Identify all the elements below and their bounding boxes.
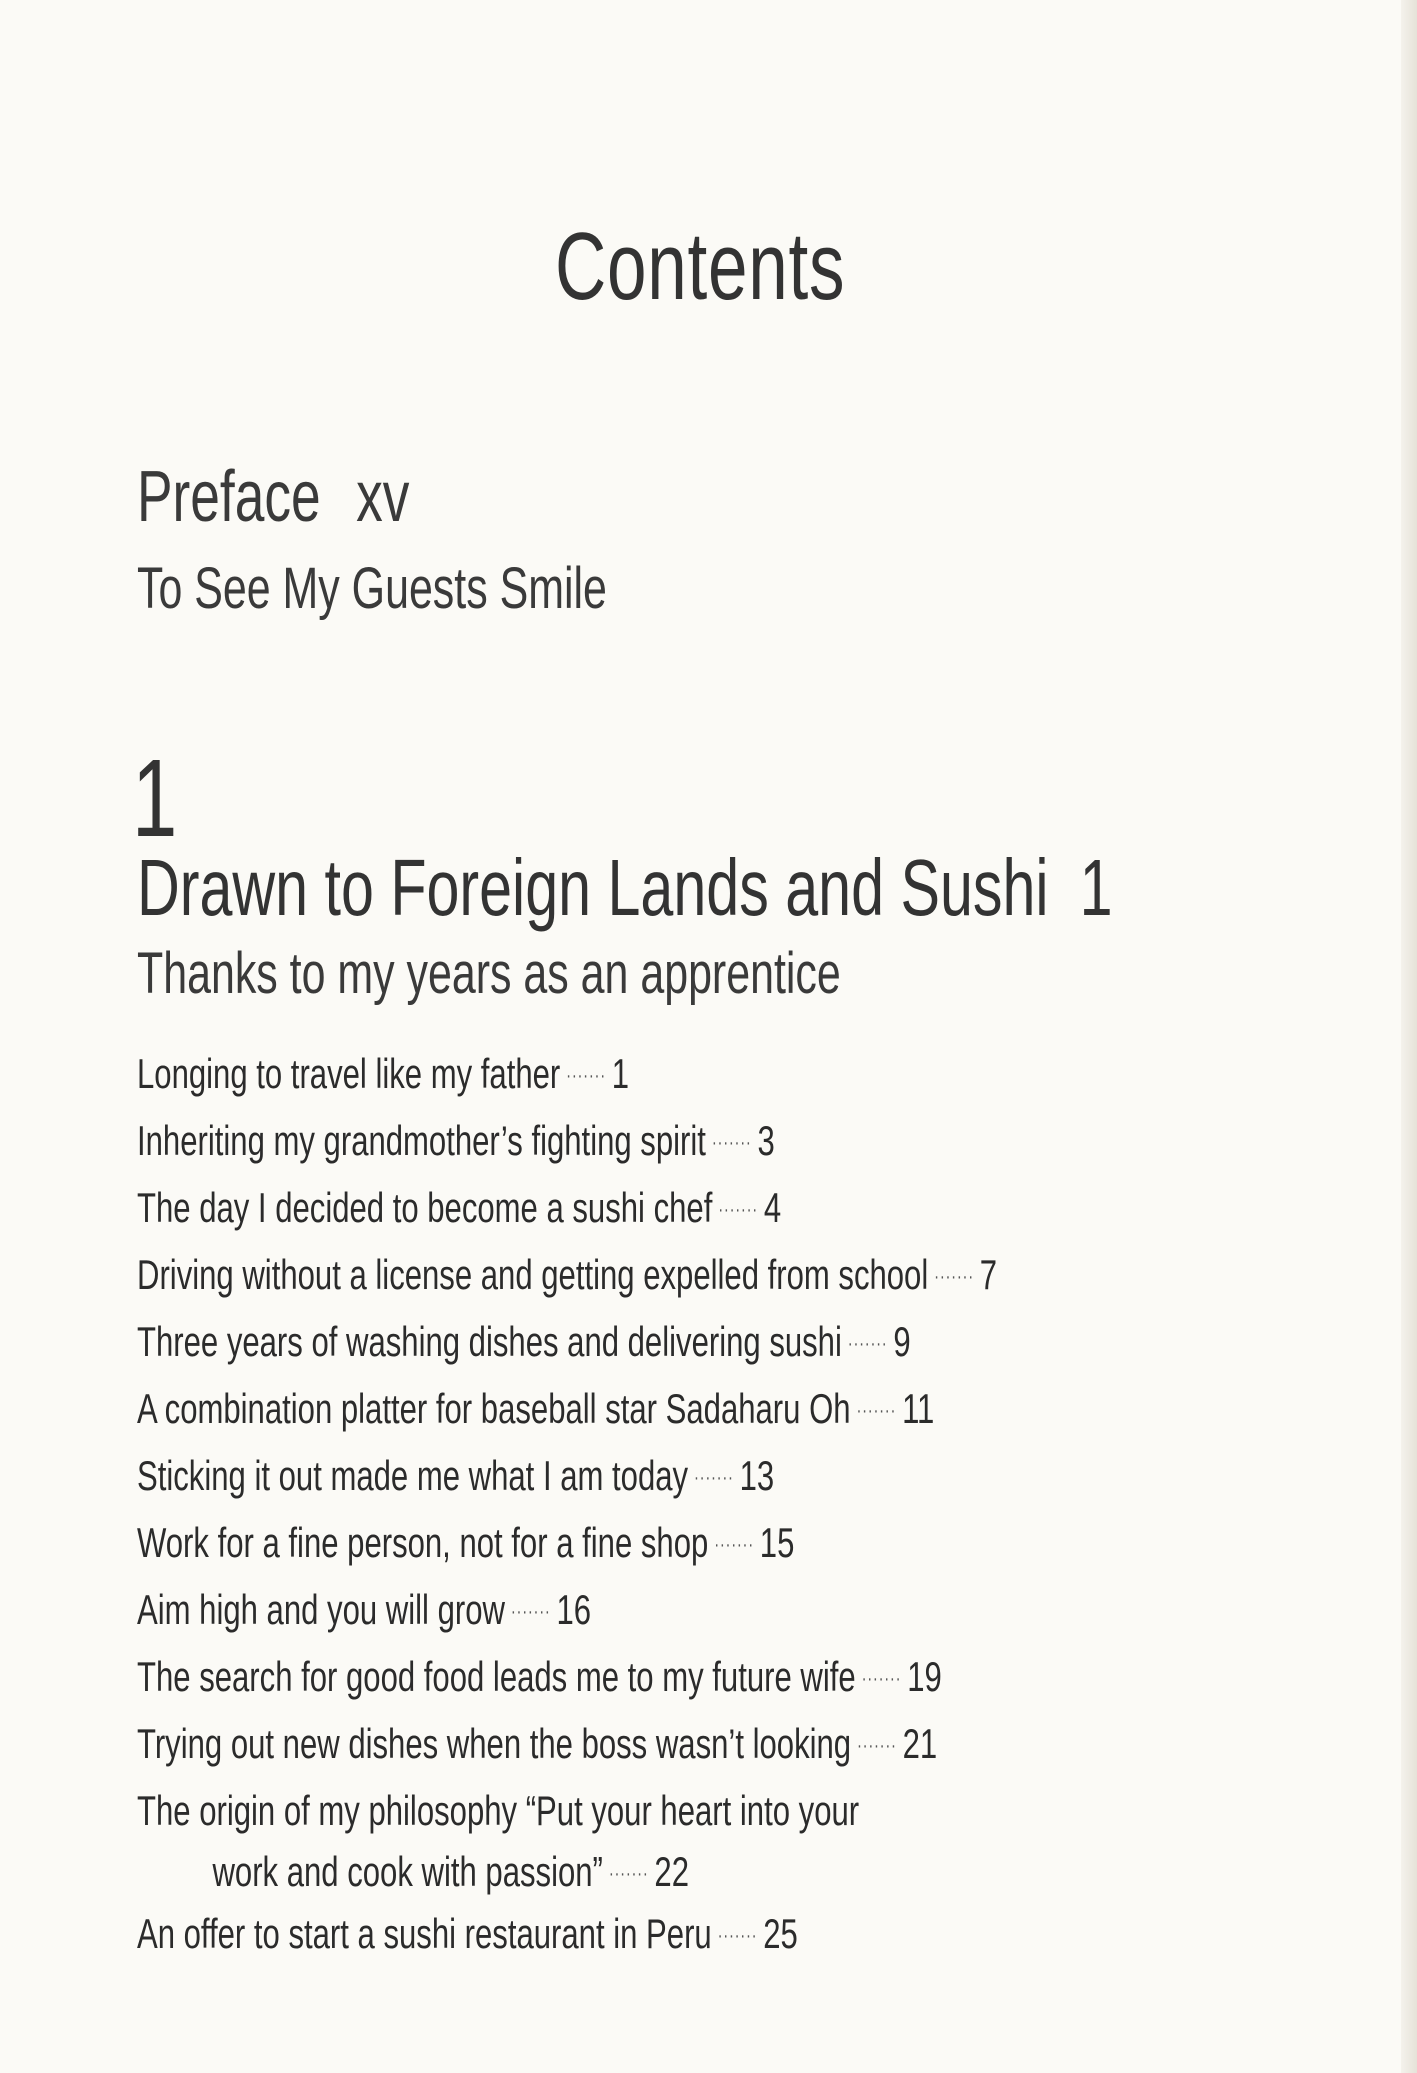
toc-entry-title: Sticking it out made me what I am today (137, 1452, 689, 1499)
toc-entry-title: The search for good food leads me to my future wife (137, 1653, 856, 1700)
toc-entry-page: 1 (611, 1050, 630, 1097)
toc-entry (137, 1643, 1337, 1710)
toc-entry (137, 1509, 1337, 1576)
dot-leader: ······· (566, 1065, 606, 1087)
toc-entry-title: Three years of washing dishes and delivering sushi (137, 1318, 842, 1365)
page-title-text: Contents (555, 213, 846, 320)
toc-entry-title: A combination platter for baseball star Sadaharu Oh (137, 1385, 851, 1432)
preface-subtitle-text: To See My Guests Smile (137, 556, 607, 621)
page-title (0, 212, 1401, 322)
chapter-number-text: 1 (132, 737, 178, 860)
toc-entry (137, 1040, 1337, 1107)
toc-entry-title: An offer to start a sushi restaurant in Peru (137, 1910, 712, 1957)
toc-entry (137, 1777, 1337, 1900)
toc-entry-page: 16 (556, 1586, 592, 1633)
chapter-title-text: Drawn to Foreign Lands and Sushi (137, 843, 1049, 932)
dot-leader: ······· (934, 1266, 974, 1288)
toc-entry-title: Trying out new dishes when the boss wasn’t looking (137, 1720, 852, 1767)
toc-entry (137, 1576, 1337, 1643)
toc-entry-page: 13 (739, 1452, 775, 1499)
toc-entry-page: 25 (763, 1910, 798, 1957)
toc-entry-title: Driving without a license and getting expelled from school (137, 1251, 929, 1298)
dot-leader: ······· (718, 1199, 758, 1221)
toc-entry-page: 3 (757, 1117, 775, 1164)
preface-heading (137, 456, 505, 538)
toc-entry-title: Inheriting my grandmother’s fighting spirit (137, 1117, 706, 1164)
toc-entry (137, 1241, 1337, 1308)
page-edge (1401, 0, 1417, 2073)
toc-entry (137, 1174, 1337, 1241)
dot-leader: ······· (856, 1400, 897, 1422)
toc-entry-page: 4 (763, 1184, 782, 1231)
toc-entry-title: The origin of my philosophy “Put your heart into your (137, 1787, 860, 1834)
toc-entries (137, 1040, 1337, 1967)
toc-entry-page: 15 (759, 1519, 795, 1566)
dot-leader: ······· (714, 1534, 754, 1556)
toc-entry (137, 1900, 1337, 1967)
toc-entry-title: The day I decided to become a sushi chef (137, 1184, 713, 1231)
toc-entry-page: 9 (893, 1318, 911, 1365)
toc-entry (137, 1308, 1337, 1375)
toc-entry-page: 22 (654, 1848, 689, 1895)
dot-leader: ······· (717, 1925, 758, 1947)
toc-entry-page: 7 (979, 1251, 998, 1298)
dot-leader: ······· (861, 1668, 902, 1690)
preface-page: xv (356, 457, 410, 537)
chapter-subtitle (137, 940, 1088, 1007)
toc-entry-page: 19 (907, 1653, 942, 1700)
dot-leader: ······· (510, 1601, 551, 1623)
dot-leader: ······· (693, 1467, 734, 1489)
toc-entry (137, 1107, 1337, 1174)
dot-leader: ······· (608, 1863, 649, 1885)
toc-entry (137, 1442, 1337, 1509)
toc-entry (137, 1710, 1337, 1777)
dot-leader: ······· (711, 1132, 752, 1154)
toc-entry-title: Longing to travel like my father (137, 1050, 561, 1097)
dot-leader: ······· (857, 1735, 897, 1757)
chapter-title (137, 842, 1417, 934)
chapter-subtitle-text: Thanks to my years as an apprentice (137, 941, 841, 1006)
chapter-page: 1 (1079, 843, 1113, 932)
toc-entry-title: Aim high and you will grow (137, 1586, 505, 1633)
toc-entry-title-continued: work and cook with passion” (212, 1848, 603, 1895)
preface-subtitle (137, 555, 772, 622)
toc-entry-title: Work for a fine person, not for a fine shop (137, 1519, 709, 1566)
preface-label: Preface (137, 457, 321, 537)
dot-leader: ······· (847, 1333, 888, 1355)
toc-entry (137, 1375, 1337, 1442)
toc-entry-page: 21 (902, 1720, 938, 1767)
toc-entry-page: 11 (902, 1385, 935, 1432)
